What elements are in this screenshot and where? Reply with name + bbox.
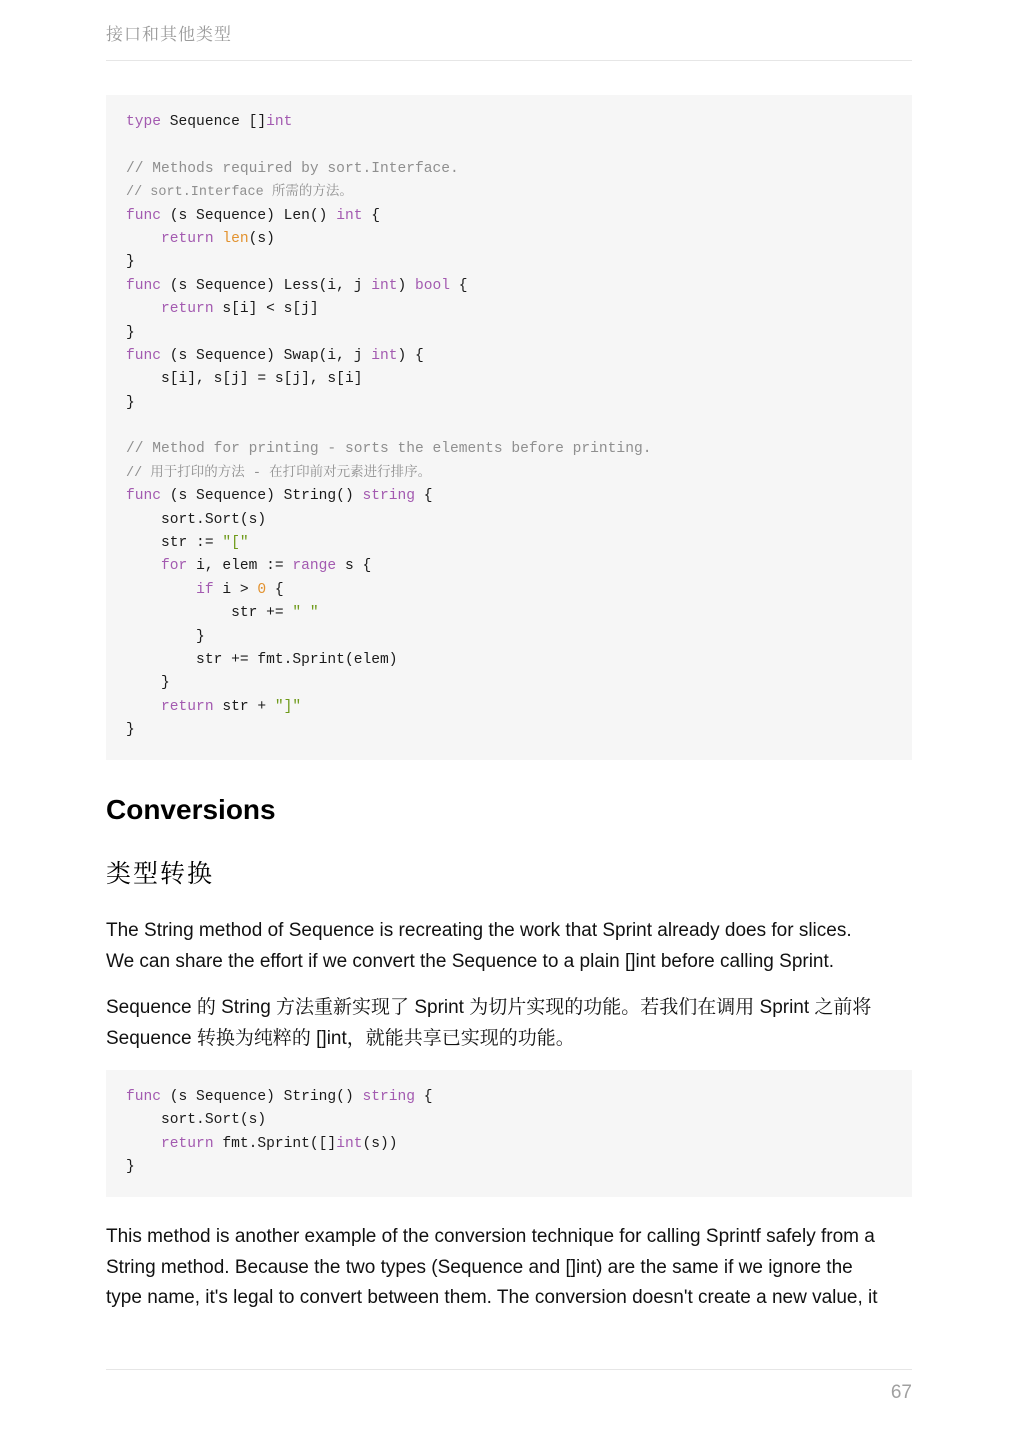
code-token: int [266, 114, 293, 130]
page-number: 67 [890, 1382, 912, 1403]
code-token: // Methods required by sort.Interface. [126, 160, 459, 177]
code-block-string-conversion [106, 1070, 912, 1197]
code-line [126, 649, 892, 672]
code-token: "[" [222, 535, 249, 552]
code-token [126, 699, 161, 715]
code-line [126, 1109, 892, 1132]
code-token: } [126, 628, 205, 645]
code-token: string [362, 488, 416, 505]
code-token: str + [213, 698, 275, 715]
code-token: len [222, 230, 249, 247]
code-token: { [362, 207, 380, 224]
code-token: int [336, 1135, 363, 1152]
code-token: str += fmt.Sprint(elem) [126, 651, 398, 668]
code-line [126, 602, 892, 625]
code-token: // 用于打印的方法 - 在打印前对元素进行排序。 [126, 465, 432, 481]
code-token: (s Sequence) Len() [161, 207, 337, 224]
code-line [126, 322, 892, 345]
code-token [126, 231, 161, 247]
code-token: return [161, 301, 214, 318]
code-line [126, 415, 892, 438]
code-token: type [126, 114, 162, 130]
page-footer [106, 1369, 912, 1410]
code-token: (s)) [362, 1135, 398, 1152]
code-line [126, 509, 892, 532]
code-line [126, 719, 892, 742]
code-token [126, 301, 161, 317]
code-line [126, 205, 892, 228]
code-token: (s Sequence) Less(i, j [161, 277, 372, 294]
code-token: { [266, 581, 284, 598]
code-token: "]" [274, 698, 302, 715]
code-token: func [126, 1089, 162, 1105]
code-line [126, 111, 892, 134]
header-title: 接口和其他类型 [106, 25, 232, 45]
paragraph-2 [106, 993, 912, 1054]
code-token: } [126, 324, 135, 341]
code-token: fmt.Sprint([] [213, 1135, 337, 1152]
code-block-sequence-methods [106, 95, 912, 760]
section-heading-zh: 类型转换 [106, 859, 215, 888]
code-token: return [161, 230, 214, 247]
code-token: func [126, 347, 162, 364]
code-token: } [126, 675, 170, 692]
code-token: i > [213, 581, 258, 598]
code-token: s[i], s[j] = s[j], s[i] [126, 371, 363, 388]
code-line [126, 626, 892, 649]
paragraph-1 [106, 916, 912, 977]
code-token: int [371, 277, 398, 294]
code-token: for [161, 558, 188, 575]
code-line [126, 438, 892, 461]
code-token: func [126, 277, 162, 294]
code-token: func [126, 207, 162, 224]
code-token: func [126, 488, 162, 505]
code-token: int [336, 207, 363, 224]
code-line [126, 298, 892, 321]
code-token: bool [415, 277, 451, 294]
code-line [126, 345, 892, 368]
code-line [126, 672, 892, 695]
code-token: str += [126, 605, 293, 622]
paragraph-line: Sequence 转换为纯粹的 []int，就能共享已实现的功能。 [106, 1027, 575, 1049]
code-line [126, 532, 892, 555]
code-token: str := [126, 535, 223, 552]
paragraph-line: We can share the effort if we convert the Sequence to a plain []int before calling Sprint. [106, 950, 835, 972]
code-token: { [415, 1089, 433, 1105]
code-token: string [362, 1089, 416, 1105]
code-token: sort.Sort(s) [126, 1112, 267, 1129]
code-line [126, 555, 892, 578]
code-line [126, 228, 892, 251]
paragraph-line: This method is another example of the conversion technique for calling Sprintf safely from a [106, 1226, 875, 1247]
paragraph-line: String method. Because the two types (Sequence and []int) are the same if we ignore the [106, 1256, 853, 1278]
code-line [126, 485, 892, 508]
code-line [126, 251, 892, 274]
code-line [126, 158, 892, 181]
code-token: } [126, 1159, 135, 1176]
paragraph-line: Sequence 的 String 方法重新实现了 Sprint 为切片实现的功能。若我们在调用 Sprint 之前将 [106, 997, 872, 1018]
code-token: // sort.Interface 所需的方法。 [126, 185, 353, 201]
code-line [126, 134, 892, 157]
code-token: (s) [248, 230, 275, 247]
code-token: range [292, 558, 337, 575]
code-token [126, 582, 196, 598]
code-token: 0 [257, 581, 267, 598]
paragraph-3 [106, 1222, 912, 1314]
code-line [126, 462, 892, 485]
code-token: return [161, 698, 214, 715]
code-token: s[i] < s[j] [213, 301, 319, 318]
code-token: s { [336, 558, 372, 575]
code-token: " " [292, 605, 319, 622]
code-token: return [161, 1135, 214, 1152]
code-line [126, 368, 892, 391]
code-token: } [126, 722, 135, 739]
page-header [106, 22, 912, 61]
code-token: // Method for printing - sorts the elements before printing. [126, 441, 652, 458]
code-token: } [126, 254, 135, 271]
code-line [126, 1133, 892, 1156]
code-token: ) { [397, 347, 424, 364]
code-token: if [196, 581, 214, 598]
code-token: (s Sequence) Swap(i, j [161, 347, 372, 364]
code-token [126, 1136, 161, 1152]
code-token: Sequence [] [161, 114, 267, 130]
code-line [126, 696, 892, 719]
code-token: } [126, 394, 135, 411]
code-line [126, 579, 892, 602]
code-line [126, 1086, 892, 1109]
paragraph-line: The String method of Sequence is recreating the work that Sprint already does for slices. [106, 920, 852, 941]
code-line [126, 181, 892, 204]
code-token: sort.Sort(s) [126, 511, 267, 528]
code-token: int [371, 347, 398, 364]
code-line [126, 275, 892, 298]
section-heading-en: Conversions [106, 794, 276, 825]
code-token [126, 558, 161, 574]
code-line [126, 1156, 892, 1179]
code-token: { [450, 277, 468, 294]
code-token: { [415, 488, 433, 505]
code-token: i, elem := [187, 558, 293, 575]
code-token: (s Sequence) String() [161, 1089, 363, 1105]
code-token: (s Sequence) String() [161, 488, 363, 505]
paragraph-line: type name, it's legal to convert between them. The conversion doesn't create a new value, it [106, 1287, 878, 1308]
code-token: ) [397, 277, 416, 294]
code-line [126, 392, 892, 415]
